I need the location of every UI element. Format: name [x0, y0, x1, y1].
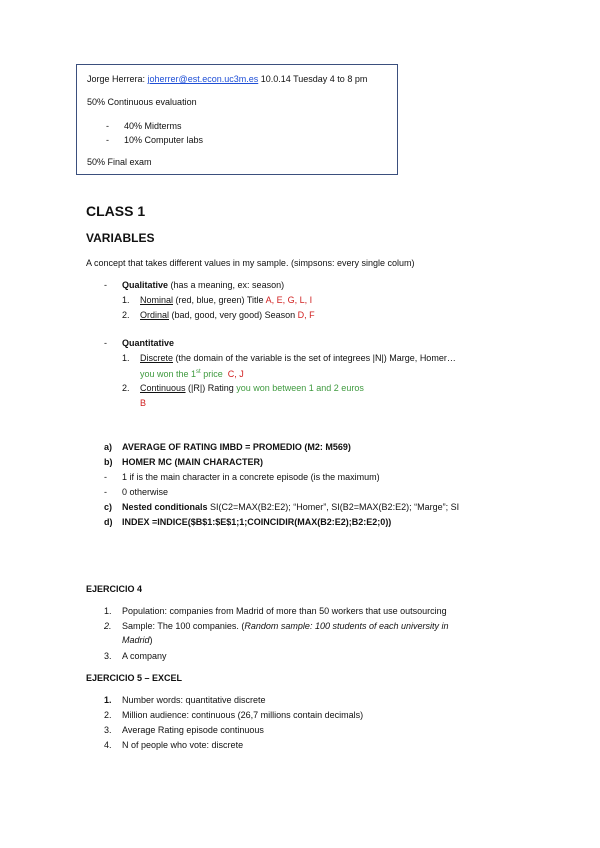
nested-conditionals-line [122, 501, 459, 513]
box-bullet-2: - [106, 135, 109, 145]
instructor-email-link[interactable]: joherrer@est.econ.uc3m.es [147, 74, 259, 84]
qualitative-line [122, 279, 284, 291]
ej4-sample-italic-2: Madrid [122, 635, 150, 645]
variables-heading: VARIABLES [86, 231, 155, 245]
nominal-text: (red, blue, green) Title [173, 295, 266, 305]
ej4-marker-3: 3. [104, 651, 112, 661]
homer-sub2: 0 otherwise [122, 487, 169, 497]
homer-sub1: 1 if is the main character in a concrete episode (is the maximum) [122, 472, 380, 482]
continuous-marker: 2. [122, 383, 130, 393]
index-formula: =INDICE($B$1:$E$1;1;COINCIDIR(MAX(B2:E2);B2:E2;0)) [149, 517, 392, 527]
discrete-red-letters: C, J [227, 369, 244, 379]
index-label: INDEX [122, 517, 150, 527]
ej5-item-3: Average Rating episode continuous [122, 725, 264, 735]
average-rating-line: AVERAGE OF RATING IMBD = PROMEDIO (M2: M569) [122, 442, 351, 452]
course-info-box [76, 64, 398, 175]
ordinal-red-letters: D, F [297, 310, 315, 320]
ej4-marker-2: 2. [104, 621, 112, 631]
bullet-sub2: - [104, 487, 107, 497]
ejercicio5-heading: EJERCICIO 5 – EXCEL [86, 673, 183, 683]
marker-d: d) [104, 517, 113, 527]
discrete-text: (the domain of the variable is the set of integrees |N|) Marge, Homer… [173, 353, 456, 363]
ej4-unit: A company [122, 651, 167, 661]
marker-c: c) [104, 502, 113, 512]
ej5-item-4: N of people who vote: discrete [122, 740, 244, 750]
continuous-label: Continuous [140, 383, 186, 393]
bullet-sub1: - [104, 472, 107, 482]
ej4-population: Population: companies from Madrid of more than 50 workers that use outsourcing [122, 606, 447, 616]
qualitative-desc: (has a meaning, ex: season) [168, 280, 285, 290]
continuous-eval-line: 50% Continuous evaluation [87, 97, 197, 107]
ej5-marker-1: 1. [104, 695, 112, 705]
continuous-text: (|R|) Rating [185, 383, 237, 393]
midterms-item: 40% Midterms [124, 121, 182, 131]
ordinal-label: Ordinal [140, 310, 170, 320]
quantitative-label: Quantitative [122, 338, 175, 348]
ej4-sample-text: Sample: The 100 companies. ( [122, 621, 245, 631]
discrete-label: Discrete [140, 353, 174, 363]
ej5-marker-3: 3. [104, 725, 112, 735]
ej4-sample-italic: Random sample: 100 students of each university in [244, 621, 449, 631]
ordinal-marker: 2. [122, 310, 130, 320]
marker-b: b) [104, 457, 113, 467]
ejercicio4-heading: EJERCICIO 4 [86, 584, 143, 594]
ordinal-line [140, 309, 315, 321]
bullet-qualitative: - [104, 280, 107, 290]
class-title: CLASS 1 [86, 203, 146, 219]
ej5-marker-4: 4. [104, 740, 112, 750]
continuous-line [140, 382, 364, 394]
marker-a: a) [104, 442, 113, 452]
instructor-line [87, 73, 367, 85]
ej4-marker-1: 1. [104, 606, 112, 616]
continuous-green: you won between 1 and 2 euros [236, 383, 364, 393]
qualitative-label: Qualitative [122, 280, 169, 290]
labs-item: 10% Computer labs [124, 135, 204, 145]
variables-intro: A concept that takes different values in my sample. (simpsons: every single colum) [86, 258, 415, 268]
discrete-line [140, 352, 456, 364]
nominal-marker: 1. [122, 295, 130, 305]
ej4-sample-close: ) [149, 635, 153, 645]
nested-label: Nested conditionals [122, 502, 208, 512]
discrete-green-b: price [200, 369, 223, 379]
nominal-line [140, 294, 312, 306]
ej5-marker-2: 2. [104, 710, 112, 720]
ej4-sample-cont [122, 634, 153, 646]
discrete-marker: 1. [122, 353, 130, 363]
ej5-item-2: Million audience: continuous (26,7 millions contain decimals) [122, 710, 364, 720]
ej4-sample [122, 620, 449, 632]
instructor-name: Jorge Herrera: [87, 74, 146, 84]
bullet-quantitative: - [104, 338, 107, 348]
nominal-label: Nominal [140, 295, 174, 305]
discrete-green-sup: st [196, 369, 201, 375]
discrete-note [140, 366, 244, 380]
ordinal-text: (bad, good, very good) Season [169, 310, 298, 320]
office-hours: 10.0.14 Tuesday 4 to 8 pm [260, 74, 368, 84]
box-bullet-1: - [106, 121, 109, 131]
continuous-red-letter: B [140, 398, 147, 408]
ej5-item-1: Number words: quantitative discrete [122, 695, 266, 705]
homer-mc-line: HOMER MC (MAIN CHARACTER) [122, 457, 263, 467]
nested-formula: SI(C2=MAX(B2:E2); “Homer”, SI(B2=MAX(B2:E2); “Marge”; SI [207, 502, 460, 512]
discrete-green-a: you won the 1 [140, 369, 197, 379]
final-exam-line: 50% Final exam [87, 157, 152, 167]
index-line [122, 516, 391, 528]
nominal-red-letters: A, E, G, L, I [265, 295, 313, 305]
